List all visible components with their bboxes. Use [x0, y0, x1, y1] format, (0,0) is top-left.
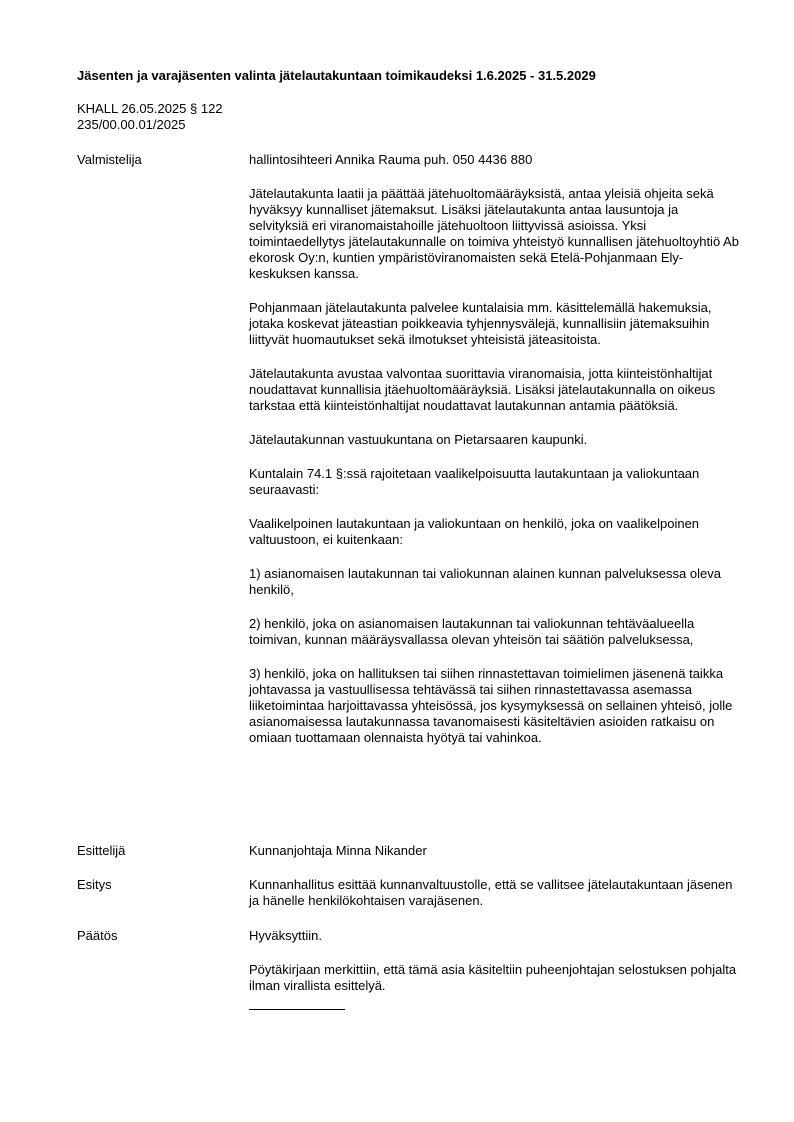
- list-item: 3) henkilö, joka on hallituksen tai siihen rinnastettavan toimielimen jäsenenä taikka johtavassa ja vastuullisessa tehtävässä tai siihen rinnastettavassa asemassa liiketoimintaa harjoittavassa yhteisössä, jos kysymyksessä on sellainen yhteisö, jolle asianomaisessa lautakunnassa tavanomaisesti käsiteltävien asioiden ratkaisu on omiaan tuottamaan olennaista hyötyä tai vahinkoa.: [249, 666, 733, 745]
- section-label: Esitys: [77, 877, 112, 892]
- section-content: [249, 843, 741, 859]
- paragraph: Pöytäkirjaan merkittiin, että tämä asia käsiteltiin puheenjohtajan selostuksen pohjalta ilman virallista esittelyä.: [249, 962, 737, 993]
- meeting-reference: KHALL 26.05.2025 § 122: [77, 101, 223, 116]
- record-number: 235/00.00.01/2025: [77, 117, 186, 132]
- paragraph: Jätelautakunnan vastuukuntana on Pietarsaaren kaupunki.: [249, 432, 588, 447]
- section-content: [249, 152, 741, 746]
- paragraph: Kunnanjohtaja Minna Nikander: [249, 843, 427, 858]
- list-item: 2) henkilö, joka on asianomaisen lautakunnan tai valiokunnan tehtäväalueella toimivan, kunnan määräysvallassa olevan yhteisön tai säätiön palveluksessa,: [249, 616, 695, 647]
- preparer-line: hallintosihteeri Annika Rauma puh. 050 4436 880: [249, 152, 533, 167]
- paragraph: Kuntalain 74.1 §:ssä rajoitetaan vaalikelpoisuutta lautakuntaan ja valiokuntaan seuraavasti:: [249, 466, 700, 497]
- closing-divider: [249, 1009, 345, 1010]
- section-label: Esittelijä: [77, 843, 126, 858]
- paragraph: Hyväksyttiin.: [249, 928, 322, 943]
- section-content: [249, 877, 741, 909]
- list-item: 1) asianomaisen lautakunnan tai valiokunnan alainen kunnan palveluksessa oleva henkilö,: [249, 566, 721, 597]
- paragraph: Jätelautakunta avustaa valvontaa suorittavia viranomaisia, jotta kiinteistönhaltijat noudattavat kunnallisia jtäehuoltomääräyksiä. Lisäksi jätelautakunnalla on oikeus tarkstaa että kiinteistönhaltijat noudattavat lautakunnan antamia päätöksiä.: [249, 366, 716, 413]
- section-content: [249, 928, 741, 994]
- section-label: Päätös: [77, 928, 118, 943]
- paragraph: Kunnanhallitus esittää kunnanvaltuustolle, että se vallitsee jätelautakuntaan jäsenen ja hänelle henkilökohtaisen varajäsenen.: [249, 877, 733, 908]
- paragraph: Vaalikelpoinen lautakuntaan ja valiokuntaan on henkilö, joka on vaalikelpoinen valtuustoon, ei kuitenkaan:: [249, 516, 700, 547]
- section-label: Valmistelija: [77, 152, 142, 167]
- paragraph: Jätelautakunta laatii ja päättää jätehuoltomääräyksistä, antaa yleisiä ohjeita sekä hyväksyy kunnalliset jätemaksut. Lisäksi jätelautakunta antaa lausuntoja ja selvityksiä eri viranomaistahoille jätehuoltoon liittyvissä asioissa. Yksi toimintaedellytys jätelautakunnalle on toimiva yhteistyö kunnallisen jätehuoltoyhtiö Ab ekorosk Oy:n, kuntien ympäristöviranomaisten sekä Etelä-Pohjanmaan Ely-keskuksen kanssa.: [249, 186, 739, 281]
- document-title: Jäsenten ja varajäsenten valinta jätelautakuntaan toimikaudeksi 1.6.2025 - 31.5.2029: [77, 68, 596, 83]
- meeting-meta: [77, 101, 223, 133]
- paragraph: Pohjanmaan jätelautakunta palvelee kuntalaisia mm. käsittelemällä hakemuksia, jotaka koskevat jäteastian poikkeavia tyhjennysvälejä, kunnallisiin jätemaksuihin liittyvät huomautukset sekä ilmotukset yhteisistä jäteasitoista.: [249, 300, 712, 347]
